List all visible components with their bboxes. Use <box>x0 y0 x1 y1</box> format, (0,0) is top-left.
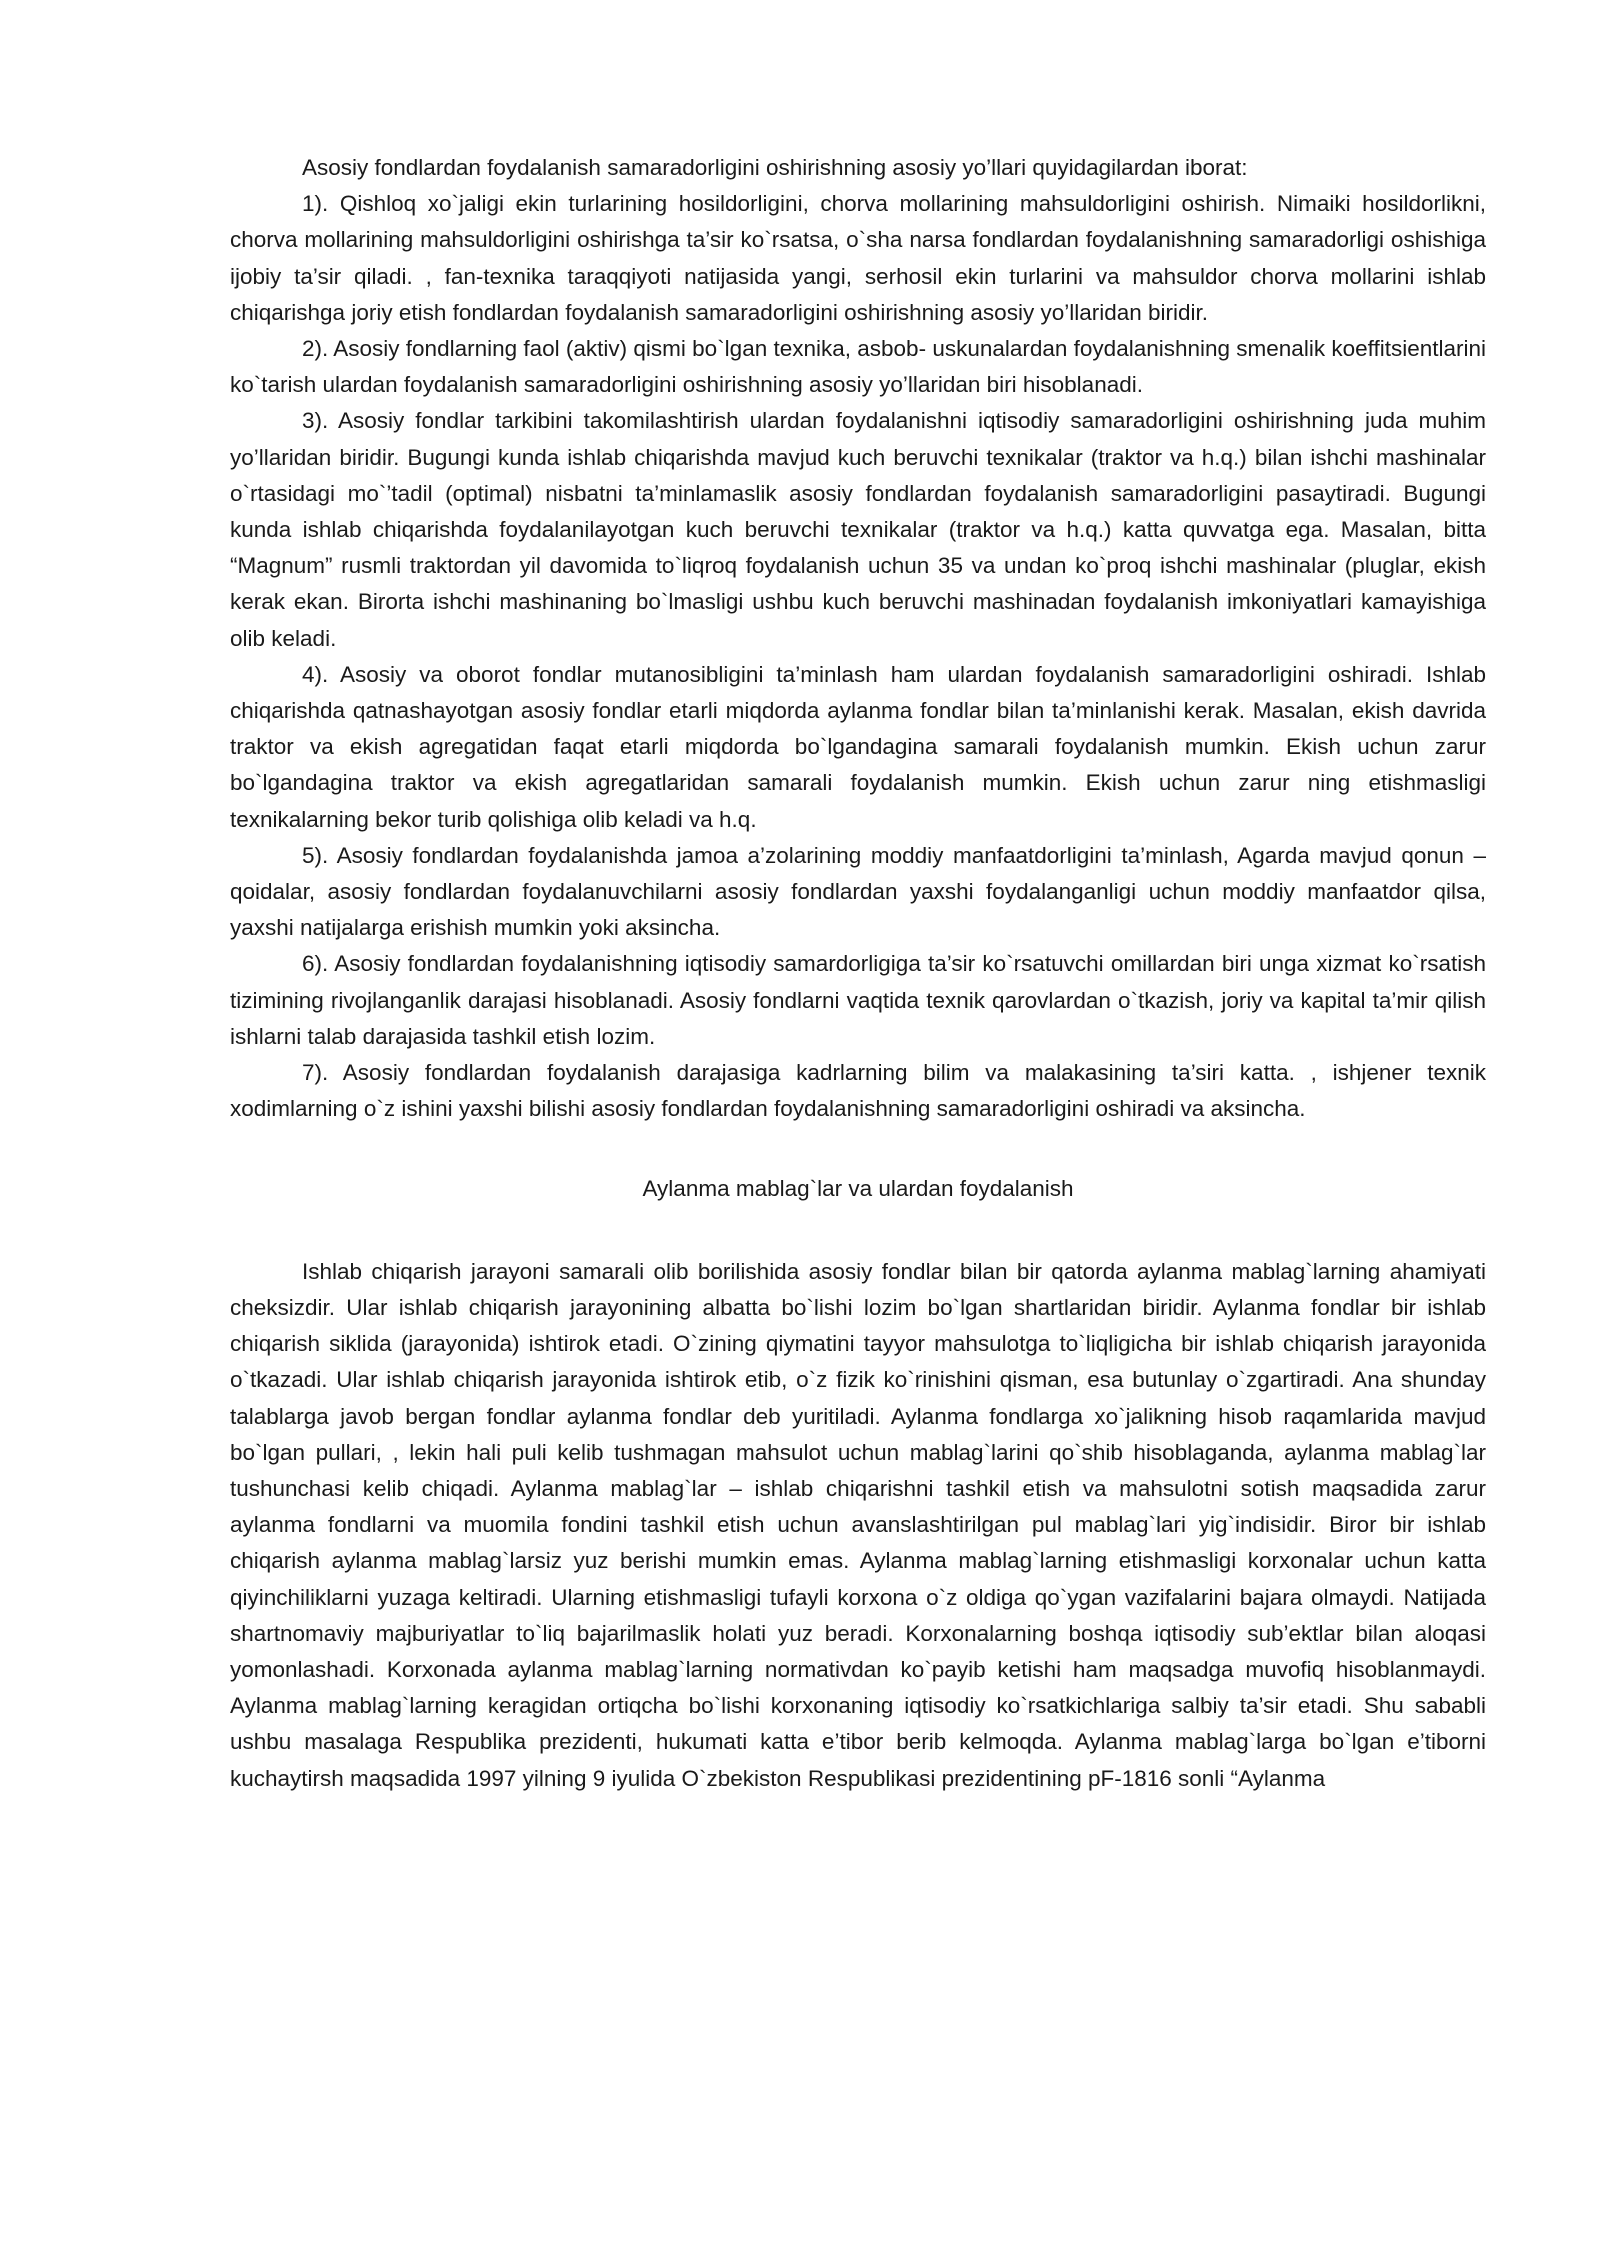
section-body-paragraph: Ishlab chiqarish jarayoni samarali olib borilishida asosiy fondlar bilan bir qatorda aylanma mablag`larning ahamiyati cheksizdir. Ular ishlab chiqarish jarayonining albatta bo`lishi lozim bo`lgan shartlaridan biridir. Aylanma fondlar bir ishlab chiqarish siklida (jarayonida) ishtirok etadi. O`zining qiymatini tayyor mahsulotga to`liqligicha bir ishlab chiqarish jarayonida o`tkazadi. Ular ishlab chiqarish jarayonida ishtirok etib, o`z fizik ko`rinishini qisman, esa butunlay o`zgartiradi. Ana shunday talablarga javob bergan fondlar aylanma fondlar deb yuritiladi. Aylanma fondlarga xo`jalikning hisob raqamlarida mavjud bo`lgan pullari, , lekin hali puli kelib tushmagan mahsulot uchun mablag`larini qo`shib hisoblaganda, aylanma mablag`lar tushunchasi kelib chiqadi. Aylanma mablag`lar – ishlab chiqarishni tashkil etish va mahsulotni sotish maqsadida zarur aylanma fondlarni va muomila fondini tashkil etish uchun avanslashtirilgan pul mablag`lari yig`indisidir. Biror bir ishlab chiqarish aylanma mablag`larsiz yuz berishi mumkin emas. Aylanma mablag`larning etishmasligi korxonalar uchun katta qiyinchiliklarni yuzaga keltiradi. Ularning etishmasligi tufayli korxona o`z oldiga qo`ygan vazifalarini bajara olmaydi. Natijada shartnomaviy majburiyatlar to`liq bajarilmaslik holati yuz beradi. Korxonalarning boshqa iqtisodiy sub’ektlar bilan aloqasi yomonlashadi. Korxonada aylanma mablag`larning normativdan ko`payib ketishi ham maqsadga muvofiq hisoblanmaydi. Aylanma mablag`larning keragidan ortiqcha bo`lishi korxonaning iqtisodiy ko`rsatkichlariga salbiy ta’sir etadi. Shu sababli ushbu masalaga Respublika prezidenti, hukumati katta e’tibor berib kelmoqda. Aylanma mablag`larga bo`lgan e’tiborni kuchaytirsh maqsadida 1997 yilning 9 iyulida O`zbekiston Respublikasi prezidentining pF-1816 sonli “Aylanma <box>230 1258 1486 1791</box>
list-item-5: 5). Asosiy fondlardan foydalanishda jamoa a’zolarining moddiy manfaatdorligini ta’minlash, Agarda mavjud qonun – qoidalar, asosiy fondlardan foydalanuvchilarni asosiy fondlardan yaxshi foydalanganligi uchun moddiy manfaatdor qilsa, yaxshi natijalarga erishish mumkin yoki aksincha. <box>230 842 1486 941</box>
list-item-6: 6). Asosiy fondlardan foydalanishning iqtisodiy samardorligiga ta’sir ko`rsatuvchi omillardan biri unga xizmat ko`rsatish tizimining rivojlanganlik darajasi hisoblanadi. Asosiy fondlarni vaqtida texnik qarovlardan o`tkazish, joriy va kapital ta’mir qilish ishlarni talab darajasida tashkil etish lozim. <box>230 951 1486 1049</box>
document-page <box>230 150 1486 1797</box>
list-item-2: 2). Asosiy fondlarning faol (aktiv) qismi bo`lgan texnika, asbob- uskunalardan foydalanishning smenalik koeffitsientlarini ko`tarish ulardan foydalanish samaradorligini oshirishning asosiy yo’llaridan biri hisoblanadi. <box>230 336 1486 398</box>
list-item-1: 1). Qishloq xo`jaligi ekin turlarining hosildorligini, chorva mollarining mahsuldorligini oshirish. Nimaiki hosildorlikni, chorva mollarining mahsuldorligini oshirishga ta’sir ko`rsatsa, o`sha narsa fondlardan foydalanishning samaradorligi oshishiga ijobiy ta’sir qiladi. , fan-texnika taraqqiyoti natijasida yangi, serhosil ekin turlarini va mahsuldor chorva mollarini ishlab chiqarishga joriy etish fondlardan foydalanish samaradorligini oshirishning asosiy yo’llaridan biridir. <box>230 191 1486 325</box>
list-item-4: 4). Asosiy va oborot fondlar mutanosibligini ta’minlash ham ulardan foydalanish samaradorligini oshiradi. Ishlab chiqarishda qatnashayotgan asosiy fondlar etarli miqdorda aylanma fondlar bilan ta’minlanishi kerak. Masalan, ekish davrida traktor va ekish agregatidan faqat etarli miqdorda bo`lgandagina samarali foydalanish mumkin. Ekish uchun zarur bo`lgandagina traktor va ekish agregatlaridan samarali foydalanish mumkin. Ekish uchun zarur ning etishmasligi texnikalarning bekor turib qolishiga olib keladi va h.q. <box>230 661 1486 832</box>
list-item-3: 3). Asosiy fondlar tarkibini takomilashtirish ulardan foydalanishni iqtisodiy samaradorligini oshirishning juda muhim yo’llaridan biridir. Bugungi kunda ishlab chiqarishda mavjud kuch beruvchi texnikalar (traktor va h.q.) bilan ishchi mashinalar o`rtasidagi mo`’tadil (optimal) nisbatni ta’minlamaslik asosiy fondlardan foydalanish samaradorligini pasaytiradi. Bugungi kunda ishlab chiqarishda foydalanilayotgan kuch beruvchi texnikalar (traktor va h.q.) katta quvvatga ega. Masalan, bitta “Magnum” rusmli traktordan yil davomida to`liqroq foydalanish uchun 35 va undan ko`proq ishchi mashinalar (pluglar, ekish kerak ekan. Birorta ishchi mashinaning bo`lmasligi ushbu kuch beruvchi mashinadan foydalanish imkoniyatlari kamayishiga olib keladi. <box>230 408 1486 651</box>
section-title: Aylanma mablag`lar va ulardan foydalanish <box>642 1176 1074 1202</box>
list-item-7: 7). Asosiy fondlardan foydalanish darajasiga kadrlarning bilim va malakasining ta’siri katta. , ishjener texnik xodimlarning o`z ishini yaxshi bilishi asosiy fondlardan foydalanishning samaradorligini oshiradi va aksincha. <box>230 1060 1486 1122</box>
intro-paragraph: Asosiy fondlardan foydalanish samaradorligini oshirishning asosiy yo’llari quyidagilardan iborat: <box>302 155 1248 180</box>
